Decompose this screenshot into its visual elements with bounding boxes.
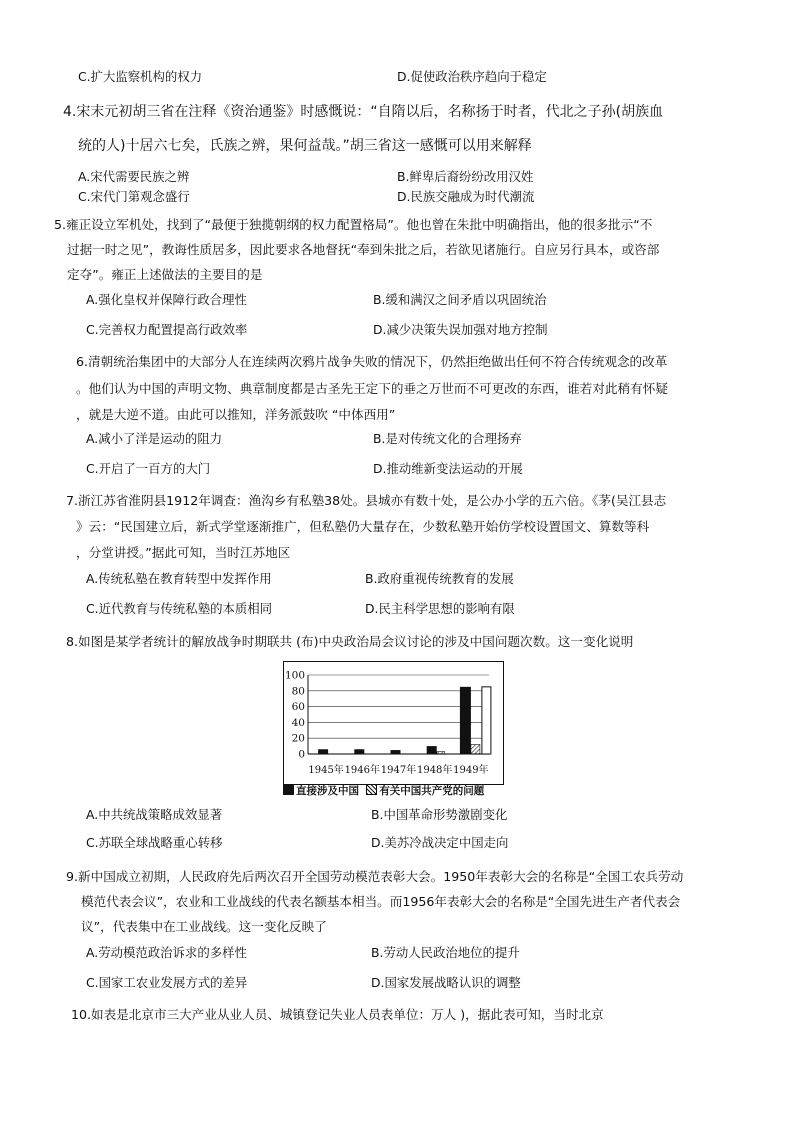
q7-option-d: D.民主科学思想的影响有限: [365, 601, 515, 616]
q5-option-d: D.减少决策失误加强对地方控制: [373, 322, 548, 337]
q8-option-c: C.苏联全球战略重心转移: [86, 835, 223, 850]
bar-outline-1949: [482, 687, 491, 754]
q3-option-c: C.扩大监察机构的权力: [78, 69, 203, 84]
q8-option-b: B.中国革命形势激剧变化: [371, 807, 508, 822]
bar-direct-china: [354, 749, 364, 754]
bar-ccp-issue: [437, 752, 445, 754]
q6-option-d: D.推动维新变法运动的开展: [373, 461, 523, 476]
legend-hatch-label: 有关中国共产党的问题: [379, 785, 485, 797]
q5-option-a: A.强化皇权并保障行政合理性: [86, 292, 247, 307]
q9-stem-line1: 9.新中国成立初期，人民政府先后两次召开全国劳动模范表彰大会。1950年表彰大会的名称是“全国工农兵劳动: [66, 869, 684, 884]
q4-option-b: B.鲜卑后裔纷纷改用汉姓: [397, 169, 534, 184]
legend-solid-swatch: [283, 784, 294, 795]
x-tick-label: 1947年: [380, 765, 417, 776]
q9-option-b: B.劳动人民政治地位的提升: [371, 945, 520, 960]
q9-option-d: D.国家发展战略认识的调整: [371, 975, 521, 990]
q4-option-c: C.宋代门第观念盛行: [78, 189, 190, 204]
y-tick-label: 0: [298, 748, 305, 761]
q5-option-c: C.完善权力配置提高行政效率: [86, 322, 248, 337]
q6-stem-line3: ，就是大逆不道。由此可以推知，洋务派鼓吹 “中体西用”: [76, 407, 396, 422]
q6-option-a: A.减小了洋是运动的阻力: [86, 431, 223, 446]
q5-stem-line2: 过据一时之见”，教诲性质居多，因此要求各地督抚“奉到朱批之后，若欲见诸施行。自应另行具本，或咨部: [67, 242, 660, 257]
bar-chart-svg: [283, 661, 504, 785]
bar-direct-china: [391, 750, 401, 754]
q8-option-a: A.中共统战策略成效显著: [86, 807, 223, 822]
q10-stem-line1: 10.如表是北京市三大产业从业人员、城镇登记失业人员表单位：万人 )，据此表可知，当时北京: [71, 1007, 604, 1022]
q9-option-c: C.国家工农业发展方式的差异: [86, 975, 248, 990]
q4-option-a: A.宋代需要民族之辨: [78, 169, 190, 184]
legend-hatch-swatch: [366, 784, 377, 795]
bar-chart: [283, 661, 504, 799]
y-tick-label: 80: [291, 685, 305, 698]
y-tick-label: 60: [291, 701, 305, 714]
q5-stem-line1: 5.雍正设立军机处，找到了“最便于独揽朝纲的权力配置格局”。他也曾在朱批中明确指出，他的很多批示“不: [54, 217, 653, 232]
x-tick-label: 1948年: [416, 765, 453, 776]
q4-stem-line1: 4.宋末元初胡三省在注释《资治通鉴》时感慨说：“自隋以后，名称扬于时者，代北之子孙(胡族血: [63, 104, 664, 120]
legend-solid-label: 直接涉及中国: [296, 785, 359, 797]
bar-ccp-issue: [471, 745, 480, 754]
y-tick-label: 20: [291, 732, 305, 745]
q6-option-b: B.是对传统文化的合理扬弃: [373, 431, 522, 446]
q5-stem-line3: 定夺”。雍正上述做法的主要目的是: [67, 267, 263, 282]
q7-option-a: A.传统私塾在教育转型中发挥作用: [86, 571, 272, 586]
q7-option-c: C.近代教育与传统私塾的本质相同: [86, 601, 273, 616]
q7-option-b: B.政府重视传统教育的发展: [365, 571, 514, 586]
q9-stem-line3: 议”，代表集中在工业战线。这一变化反映了: [81, 919, 327, 934]
y-tick-label: 40: [291, 716, 305, 729]
q9-option-a: A.劳动模范政治诉求的多样性: [86, 945, 247, 960]
q3-option-d: D.促使政治秩序趋向于稳定: [397, 69, 547, 84]
chart-legend: [283, 783, 484, 798]
bar-direct-china: [427, 746, 437, 754]
y-tick-label: 100: [284, 669, 305, 682]
bar-direct-china: [460, 687, 471, 754]
q6-option-c: C.开启了一百方的大门: [86, 461, 211, 476]
q6-stem-line1: 6.清朝统治集团中的大部分人在连续两次鸦片战争失败的情况下，仍然拒绝做出任何不符合传统观念的改革: [76, 354, 668, 369]
q4-option-d: D.民族交融成为时代潮流: [397, 189, 535, 204]
x-tick-label: 1945年: [308, 765, 344, 776]
q7-stem-line2: 》云：“民国建立后，新式学堂逐渐推广，但私塾仍大量存在，少数私塾开始仿学校设置国文、算数等科: [76, 519, 650, 534]
q5-option-b: B.缓和满汉之间矛盾以巩固统治: [373, 292, 547, 307]
x-tick-label: 1946年: [344, 765, 381, 776]
q8-option-d: D.美苏冷战决定中国走向: [371, 835, 509, 850]
q6-stem-line2: 。他们认为中国的声明文物、典章制度都是古圣先王定下的垂之万世而不可更改的东西，谁若对此稍有怀疑: [76, 381, 668, 396]
q8-stem-line1: 8.如图是某学者统计的解放战争时期联共 (布)中央政治局会议讨论的涉及中国问题次数。这一变化说明: [66, 634, 634, 649]
bar-direct-china: [318, 749, 328, 754]
q4-stem-line2: 统的人)十居六七矣，氏族之辨，果何益哉。”胡三省这一感慨可以用来解释: [78, 138, 532, 154]
q9-stem-line2: 模范代表会议”，农业和工业战线的代表名额基本相当。而1956年表彰大会的名称是“全国先进生产者代表会: [81, 894, 681, 909]
x-tick-label: 1949年: [453, 765, 489, 776]
q7-stem-line3: ，分堂讲授。”据此可知，当时江苏地区: [76, 545, 291, 560]
q7-stem-line1: 7.浙江苏省淮阴县1912年调查：渔沟乡有私塾38处。县城亦有数十处，是公办小学的五六倍。《茅(吴江县志: [66, 493, 667, 508]
